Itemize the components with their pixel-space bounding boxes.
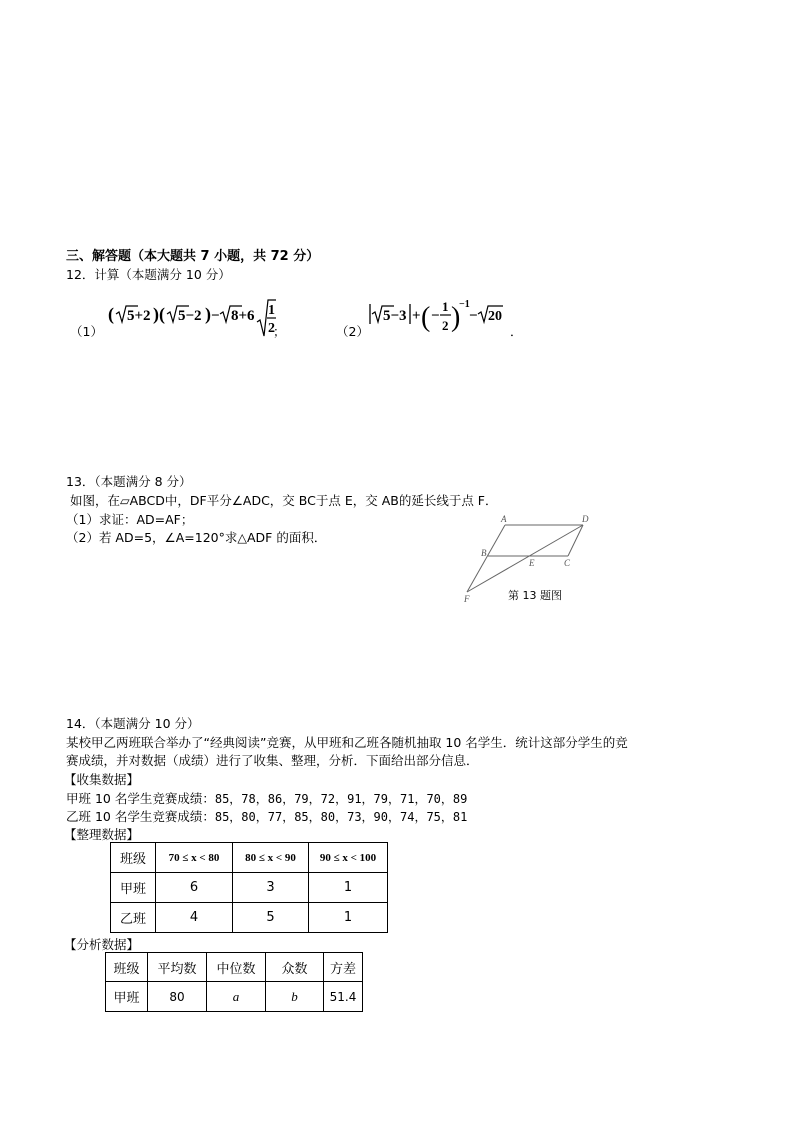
class-b-scores-label: 乙班 10 名学生竞赛成绩： <box>66 809 215 824</box>
q12-part2-expression <box>368 296 508 340</box>
header-cell: 70 ≤ x < 80 <box>156 843 233 873</box>
point-C: C <box>564 558 571 568</box>
q12-part1-label: （1） <box>70 324 103 339</box>
cell: 1 <box>309 873 388 903</box>
q12-part1-end: ； <box>273 324 286 339</box>
cell: 3 <box>233 873 309 903</box>
svg-text:−: − <box>431 308 440 324</box>
organize-heading: 【整理数据】 <box>64 827 140 842</box>
cell: 甲班 <box>106 982 148 1012</box>
svg-text:1: 1 <box>442 299 449 314</box>
q13-part2: （2）若 AD=5，∠A=120°求△ADF 的面积． <box>66 530 327 545</box>
table-row <box>111 903 388 933</box>
collect-heading: 【收集数据】 <box>64 772 140 787</box>
svg-text:8+6: 8+6 <box>231 308 255 324</box>
cell: 6 <box>156 873 233 903</box>
header-cell: 平均数 <box>148 953 207 982</box>
q14-stem-line2: 赛成绩，并对数据（成绩）进行了收集、整理，分析．下面给出部分信息． <box>66 753 479 768</box>
cell: 乙班 <box>111 903 156 933</box>
header-cell: 众数 <box>266 953 324 982</box>
analyze-table <box>105 952 363 1012</box>
svg-text:)(: )( <box>153 304 165 324</box>
header-cell: 中位数 <box>207 953 266 982</box>
svg-text:5+2: 5+2 <box>127 308 151 324</box>
cell: a <box>207 982 266 1012</box>
q12-part2-label: （2） <box>336 324 369 339</box>
table-header-row <box>111 843 388 873</box>
cell: 5 <box>233 903 309 933</box>
analyze-heading: 【分析数据】 <box>64 937 140 952</box>
header-cell: 班级 <box>106 953 148 982</box>
point-F: F <box>464 594 470 604</box>
cell: 1 <box>309 903 388 933</box>
svg-text:+: + <box>412 308 421 324</box>
svg-text:−: − <box>469 308 478 324</box>
q14-stem-line1: 某校甲乙两班联合举办了“经典阅读”竞赛，从甲班和乙班各随机抽取 10 名学生．统计这部分学生的竞 <box>66 735 628 750</box>
class-a-scores <box>66 789 467 807</box>
svg-text:): ) <box>205 304 211 324</box>
q13-figure-caption: 第 13 题图 <box>508 589 562 602</box>
table-row <box>106 982 363 1012</box>
cell: b <box>266 982 324 1012</box>
q13-title: 13．（本题满分 8 分） <box>66 474 192 489</box>
q12-title: 12．计算（本题满分 10 分） <box>66 267 231 282</box>
q13-part1: （1）求证：AD=AF； <box>66 512 194 527</box>
class-b-scores <box>66 807 467 825</box>
point-E: E <box>529 558 535 568</box>
svg-text:2: 2 <box>268 321 275 336</box>
point-B: B <box>481 548 487 558</box>
svg-text:1: 1 <box>268 303 275 318</box>
header-cell: 80 ≤ x < 90 <box>233 843 309 873</box>
svg-text:5−2: 5−2 <box>178 308 202 324</box>
table-row <box>111 873 388 903</box>
table-header-row <box>106 953 363 982</box>
svg-text:(: ( <box>421 302 431 333</box>
header-cell: 方差 <box>324 953 363 982</box>
class-a-scores-label: 甲班 10 名学生竞赛成绩： <box>66 791 215 806</box>
svg-text:−1: −1 <box>459 299 470 310</box>
header-cell: 班级 <box>111 843 156 873</box>
q13-stem: 如图，在▱ABCD中，DF平分∠ADC，交 BC于点 E，交 AB的延长线于点 F． <box>70 493 498 508</box>
svg-text:): ) <box>451 302 461 333</box>
q12-part2-end: ． <box>510 324 523 339</box>
header-cell: 90 ≤ x < 100 <box>309 843 388 873</box>
math-expression-2 <box>368 296 508 340</box>
point-A: A <box>501 514 507 524</box>
svg-text:2: 2 <box>442 318 449 333</box>
svg-text:−: − <box>211 308 220 324</box>
q14-title: 14．（本题满分 10 分） <box>66 716 200 731</box>
organize-table <box>110 842 388 933</box>
class-b-scores-values: 85，80，77，85，80，73，90，74，75，81 <box>214 810 468 824</box>
section-heading: 三、解答题（本大题共 7 小题，共 72 分） <box>66 249 320 264</box>
cell: 4 <box>156 903 233 933</box>
svg-text:5−3: 5−3 <box>383 308 407 324</box>
cell: 80 <box>148 982 207 1012</box>
cell: 甲班 <box>111 873 156 903</box>
svg-text:(: ( <box>108 304 114 324</box>
class-a-scores-values: 85，78，86，79，72，91，79，71，70，89 <box>214 792 468 806</box>
point-D: D <box>582 514 589 524</box>
cell: 51.4 <box>324 982 363 1012</box>
svg-text:20: 20 <box>488 309 502 324</box>
